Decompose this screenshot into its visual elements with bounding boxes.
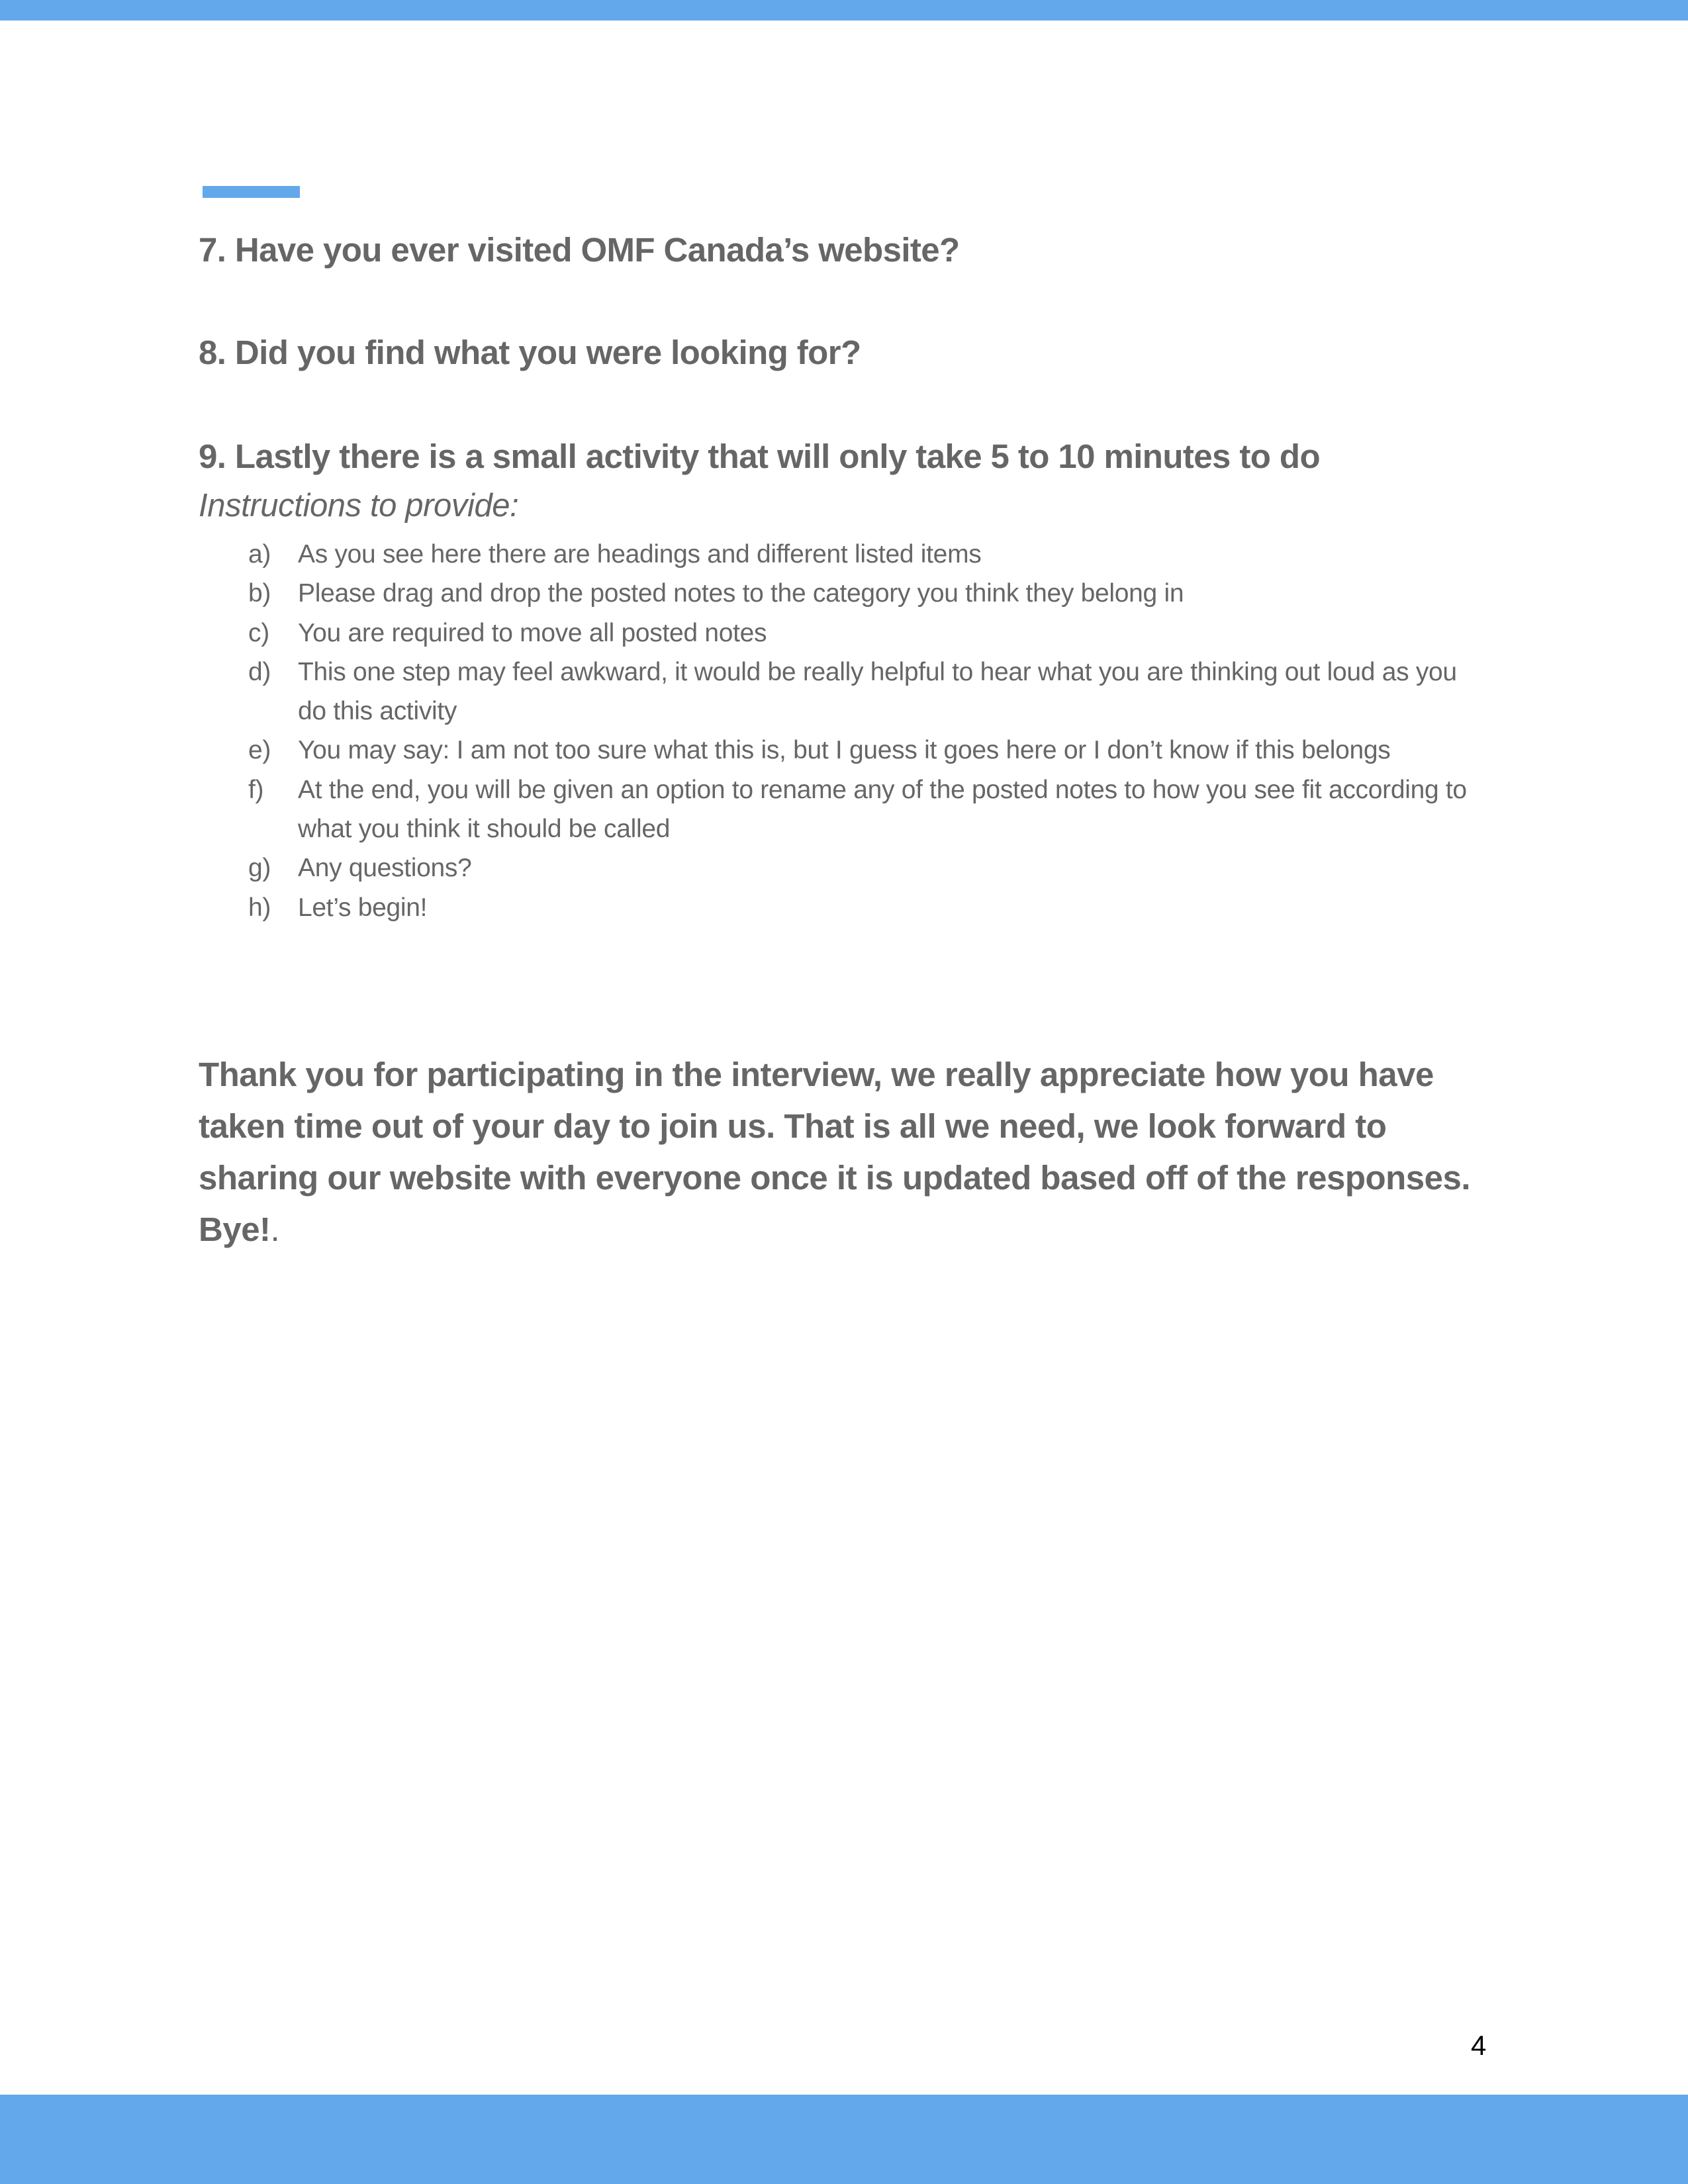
list-marker: g) [248, 854, 271, 883]
list-marker: d) [248, 657, 271, 686]
list-item [248, 888, 1479, 927]
list-marker: e) [248, 736, 271, 765]
question-9-heading: 9. Lastly there is a small activity that will only take 5 to 10 minutes to do [199, 437, 1321, 475]
list-item [248, 574, 1479, 613]
list-item [248, 535, 1479, 574]
list-item-text: Let’s begin! [298, 893, 428, 922]
list-item [248, 848, 1479, 887]
list-item-text: As you see here there are headings and different listed items [298, 540, 982, 569]
list-item-text: You may say: I am not too sure what this is, but I guess it goes here or I don’t know if this belongs [298, 736, 1391, 765]
closing-paragraph [199, 1049, 1496, 1255]
closing-trailing-period: . [270, 1210, 280, 1248]
list-item-text: You are required to move all posted notes [298, 618, 767, 647]
list-marker: a) [248, 540, 271, 569]
closing-text: Thank you for participating in the interview, we really appreciate how you have taken time out of your day to join us. That is all we need, we look forward to sharing our website with everyone once it is updated based off of the responses. Bye! [199, 1056, 1471, 1248]
list-item-text: Any questions? [298, 854, 472, 883]
instructions-label: Instructions to provide: [199, 488, 519, 523]
instructions-list [248, 535, 1479, 927]
list-item-text: At the end, you will be given an option to rename any of the posted notes to how you see fit according to what you think it should be called [298, 775, 1467, 844]
list-item [248, 614, 1479, 653]
list-marker: b) [248, 579, 271, 608]
list-item [248, 770, 1479, 849]
list-marker: c) [248, 618, 269, 647]
list-item [248, 731, 1479, 770]
header-band [0, 0, 1688, 21]
list-marker: f) [248, 775, 264, 804]
section-accent-bar [203, 186, 300, 198]
question-7-heading: 7. Have you ever visited OMF Canada’s website? [199, 231, 960, 269]
list-marker: h) [248, 893, 271, 922]
question-8-heading: 8. Did you find what you were looking for? [199, 334, 861, 371]
list-item [248, 653, 1479, 731]
list-item-text: This one step may feel awkward, it would be really helpful to hear what you are thinking out loud as you do this activity [298, 657, 1457, 726]
list-item-text: Please drag and drop the posted notes to the category you think they belong in [298, 579, 1184, 608]
page-number: 4 [1471, 2030, 1487, 2061]
footer-band [0, 2095, 1688, 2184]
